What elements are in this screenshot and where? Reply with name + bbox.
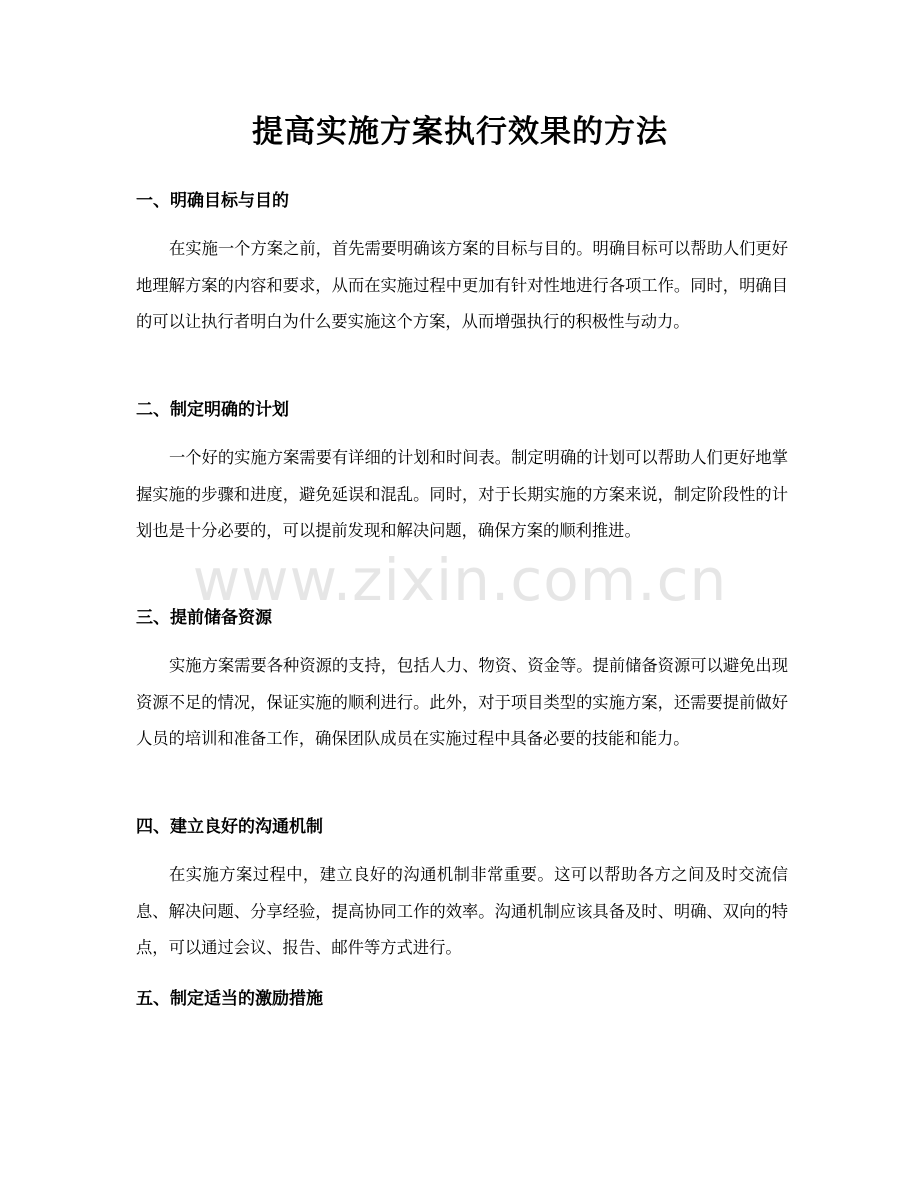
section-heading-1: 一、明确目标与目的: [136, 191, 289, 211]
document-title: 提高实施方案执行效果的方法: [252, 114, 668, 150]
section-heading-2: 二、制定明确的计划: [136, 400, 289, 420]
section-paragraph-3: 实施方案需要各种资源的支持，包括人力、物资、资金等。提前储备资源可以避免出现资源不足的情况，保证实施的顺利进行。此外，对于项目类型的实施方案，还需要提前做好人员的培训和准备工作，确保团队成员在实施过程中具备必要的技能和能力。: [136, 656, 788, 748]
section-paragraph-1: 在实施一个方案之前，首先需要明确该方案的目标与目的。明确目标可以帮助人们更好地理解方案的内容和要求，从而在实施过程中更加有针对性地进行各项工作。同时，明确目的可以让执行者明白为什么要实施这个方案，从而增强执行的积极性与动力。: [136, 239, 788, 331]
section-paragraph-4: 在实施方案过程中，建立良好的沟通机制非常重要。这可以帮助各方之间及时交流信息、解决问题、分享经验，提高协同工作的效率。沟通机制应该具备及时、明确、双向的特点，可以通过会议、报告、邮件等方式进行。: [136, 865, 788, 957]
section-heading-4: 四、建立良好的沟通机制: [136, 817, 323, 837]
section-heading-3: 三、提前储备资源: [136, 608, 272, 628]
watermark: www.zixin.com.cn: [192, 546, 728, 614]
section-paragraph-2: 一个好的实施方案需要有详细的计划和时间表。制定明确的计划可以帮助人们更好地掌握实施的步骤和进度，避免延误和混乱。同时，对于长期实施的方案来说，制定阶段性的计划也是十分必要的，可以提前发现和解决问题，确保方案的顺利推进。: [136, 448, 788, 540]
section-heading-5: 五、制定适当的激励措施: [136, 989, 323, 1009]
